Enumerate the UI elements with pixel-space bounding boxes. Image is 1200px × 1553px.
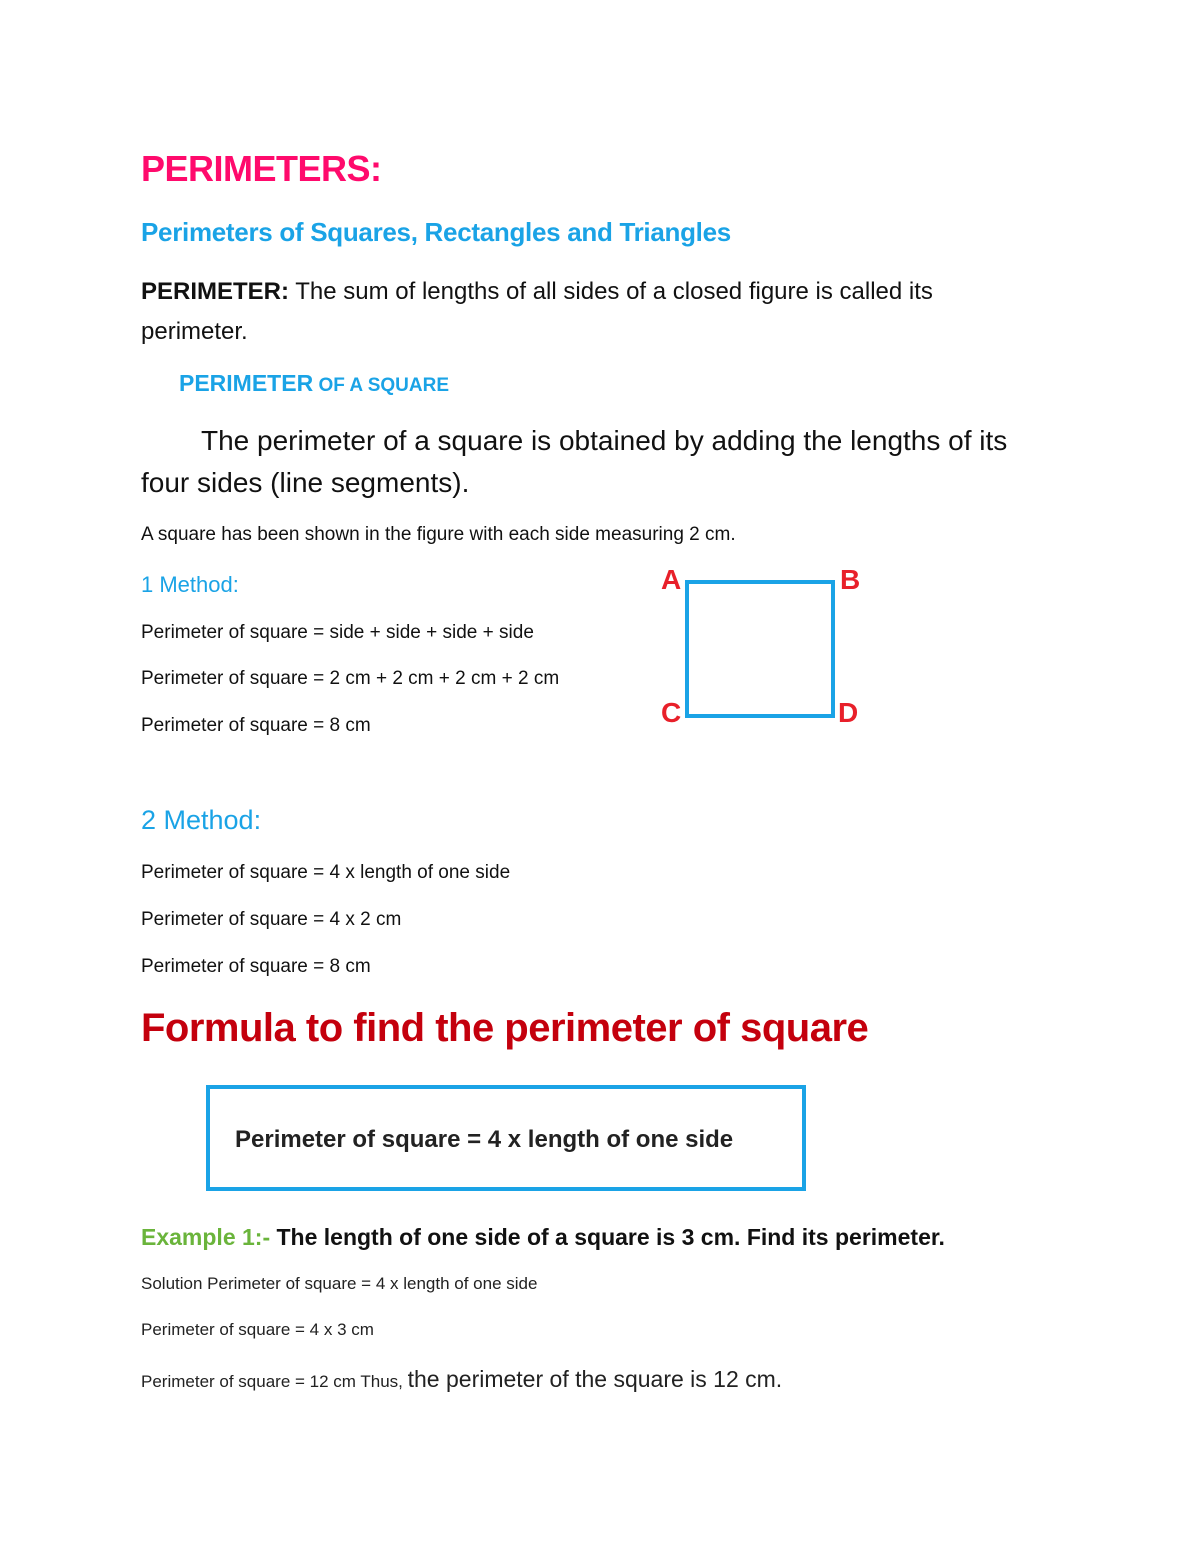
example-1-question bbox=[141, 1224, 945, 1251]
vertex-label-a: A bbox=[661, 564, 682, 595]
square-figure bbox=[655, 560, 875, 735]
square-heading-main: PERIMETER bbox=[179, 370, 314, 396]
square-intro-line-2: four sides (line segments). bbox=[141, 467, 470, 498]
solution-line-3-start: Perimeter of square = 12 cm Thus, bbox=[141, 1372, 408, 1391]
vertex-label-c: C bbox=[661, 697, 682, 728]
method-2-heading: 2 Method: bbox=[141, 805, 262, 835]
formula-heading: Formula to find the perimeter of square bbox=[141, 1006, 869, 1050]
method-1-heading: 1 Method: bbox=[141, 572, 239, 597]
square-figure-caption: A square has been shown in the figure with each side measuring 2 cm. bbox=[141, 524, 736, 545]
page-subtitle: Perimeters of Squares, Rectangles and Triangles bbox=[141, 217, 731, 247]
square-shape bbox=[685, 580, 835, 718]
solution-line-1: Solution Perimeter of square = 4 x length of one side bbox=[141, 1274, 538, 1293]
solution-line-3-conclusion: the perimeter of the square is 12 cm. bbox=[407, 1366, 783, 1392]
square-intro-line-1: The perimeter of a square is obtained by adding the lengths of its bbox=[201, 425, 1008, 456]
method-1-step: Perimeter of square = 8 cm bbox=[141, 715, 371, 736]
vertex-label-d: D bbox=[838, 697, 859, 728]
square-section-heading bbox=[179, 370, 449, 397]
method-2-step: Perimeter of square = 8 cm bbox=[141, 956, 371, 977]
solution-line-2: Perimeter of square = 4 x 3 cm bbox=[141, 1320, 374, 1339]
example-1-label: Example 1:- bbox=[141, 1224, 271, 1250]
square-heading-rest: OF A SQUARE bbox=[313, 375, 450, 396]
definition-term: PERIMETER: bbox=[141, 278, 290, 305]
definition-line-1 bbox=[141, 278, 933, 306]
method-2-step: Perimeter of square = 4 x 2 cm bbox=[141, 909, 402, 930]
vertex-label-b: B bbox=[840, 564, 861, 595]
method-1-step: Perimeter of square = 2 cm + 2 cm + 2 cm + 2 cm bbox=[141, 668, 560, 689]
page-title: PERIMETERS: bbox=[141, 148, 382, 189]
example-1-question-text: The length of one side of a square is 3 cm. Find its perimeter. bbox=[270, 1224, 945, 1250]
method-1-step: Perimeter of square = side + side + side + side bbox=[141, 622, 534, 643]
formula-box bbox=[206, 1085, 806, 1191]
formula-text: Perimeter of square = 4 x length of one side bbox=[235, 1126, 734, 1153]
definition-text-1: The sum of lengths of all sides of a closed figure is called its bbox=[289, 278, 933, 305]
solution-line-3 bbox=[141, 1366, 782, 1393]
method-2-step: Perimeter of square = 4 x length of one side bbox=[141, 862, 511, 883]
definition-line-2: perimeter. bbox=[141, 318, 248, 345]
